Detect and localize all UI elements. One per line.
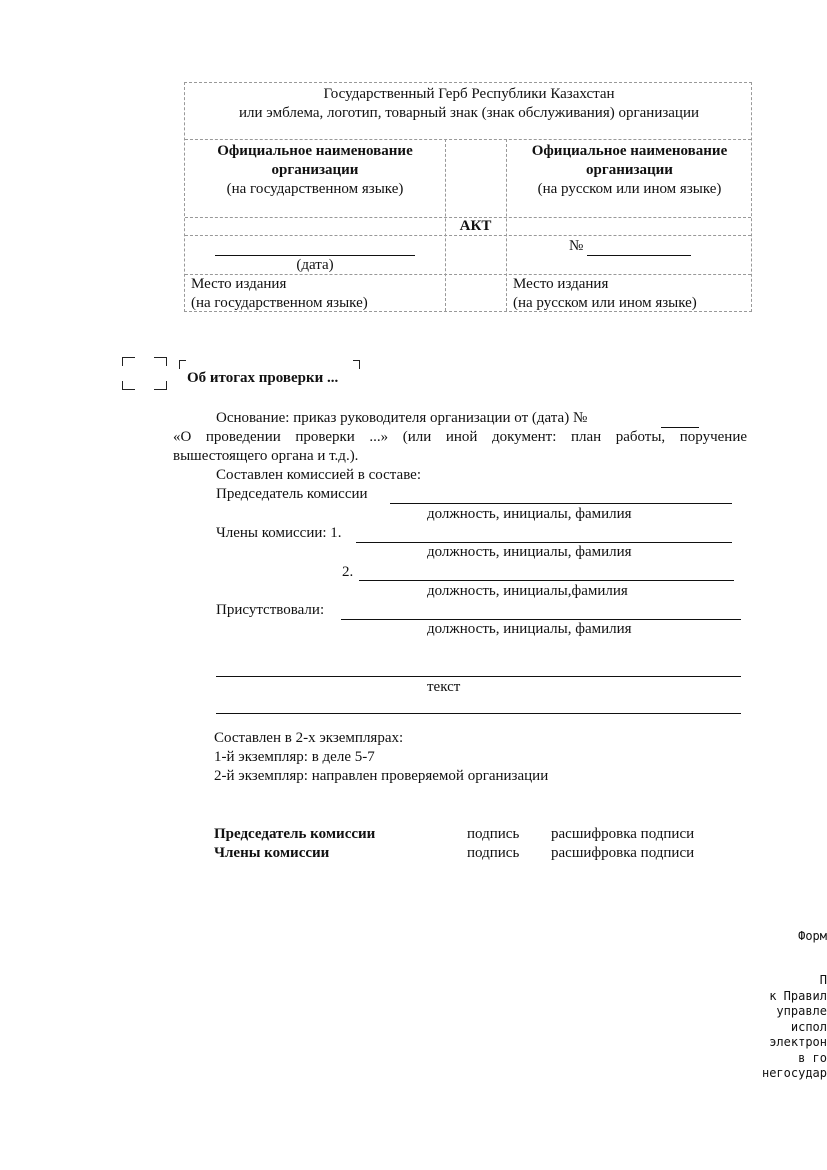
side-annex-line: электрон	[769, 1035, 827, 1049]
side-annex-line: испол	[790, 1019, 827, 1034]
corner-mark-icon	[154, 381, 167, 390]
sign-chair-label: Председатель комиссии	[214, 826, 376, 842]
header-table	[184, 82, 752, 312]
doc-title: Об итогах проверки ...	[187, 370, 339, 386]
number-blank-line	[587, 255, 691, 256]
copies-line-3: 2-й экземпляр: направлен проверяемой организации	[214, 768, 549, 784]
emblem-line-1: Государственный Герб Республики Казахстан	[323, 86, 615, 102]
sign-members-decode: расшифровка подписи	[551, 845, 695, 861]
text-label: текст	[427, 679, 461, 695]
sign-chair-decode: расшифровка подписи	[551, 826, 695, 842]
present-label: Присутствовали:	[216, 602, 325, 618]
member-1-blank-line	[356, 542, 732, 543]
text-line-bottom	[216, 713, 741, 714]
number-label: №	[569, 238, 584, 254]
corner-mark-icon	[122, 357, 135, 366]
basis-line-3: вышестоящего органа и т.д.).	[173, 448, 359, 464]
side-annex-line: управле	[776, 1004, 827, 1018]
copies-line-2: 1-й экземпляр: в деле 5-7	[214, 749, 375, 765]
basis-line-1: Основание: приказ руководителя организации от (дата) №	[216, 410, 588, 426]
place-left-line-2: (на государственном языке)	[191, 295, 368, 311]
sign-members-signature: подпись	[467, 845, 520, 861]
chair-label: Председатель комиссии	[216, 486, 368, 502]
doc-type-akt: АКТ	[459, 218, 492, 234]
corner-mark-icon	[179, 360, 186, 369]
side-annex-block	[762, 973, 827, 1082]
chair-blank-line	[390, 503, 732, 504]
sign-chair-signature: подпись	[467, 826, 520, 842]
corner-mark-icon	[353, 360, 360, 369]
member-2-label: 2.	[342, 564, 354, 580]
member-2-hint: должность, инициалы,фамилия	[427, 583, 628, 599]
place-right-line-2: (на русском или ином языке)	[513, 295, 697, 311]
side-form-label: Форм	[798, 929, 827, 943]
side-annex-line: П	[819, 973, 827, 987]
side-annex-line: к Правил	[769, 988, 827, 1003]
left-org-name-line-1: Официальное наименование	[217, 143, 413, 159]
present-blank-line	[341, 619, 741, 620]
member-1-hint: должность, инициалы, фамилия	[427, 544, 632, 560]
member-2-blank-line	[359, 580, 734, 581]
basis-number-blank	[661, 427, 699, 428]
place-left-line-1: Место издания	[191, 276, 287, 292]
corner-mark-icon	[122, 381, 135, 390]
right-org-name-line-2: организации	[586, 162, 673, 178]
emblem-line-2: или эмблема, логотип, товарный знак (знак обслуживания) организации	[238, 105, 700, 121]
corner-mark-icon	[154, 357, 167, 366]
sign-members-label: Члены комиссии	[214, 845, 330, 861]
members-label: Члены комиссии: 1.	[216, 525, 342, 541]
left-org-name-line-2: организации	[271, 162, 359, 178]
side-annex-line: в го	[798, 1050, 827, 1065]
right-org-name-line-1: Официальное наименование	[531, 143, 728, 159]
chair-hint: должность, инициалы, фамилия	[427, 506, 632, 522]
basis-line-2: «О проведении проверки ...» (или иной документ: план работы, поручение	[173, 429, 747, 445]
date-label: (дата)	[296, 257, 334, 273]
left-org-name-note: (на государственном языке)	[226, 181, 404, 197]
place-right-line-1: Место издания	[513, 276, 609, 292]
commission-composed: Составлен комиссией в составе:	[216, 467, 422, 483]
copies-line-1: Составлен в 2-х экземплярах:	[214, 730, 404, 746]
present-hint: должность, инициалы, фамилия	[427, 621, 632, 637]
right-org-name-note: (на русском или ином языке)	[537, 181, 722, 197]
text-line-top	[216, 676, 741, 677]
side-annex-line: негосудар	[761, 1066, 827, 1080]
